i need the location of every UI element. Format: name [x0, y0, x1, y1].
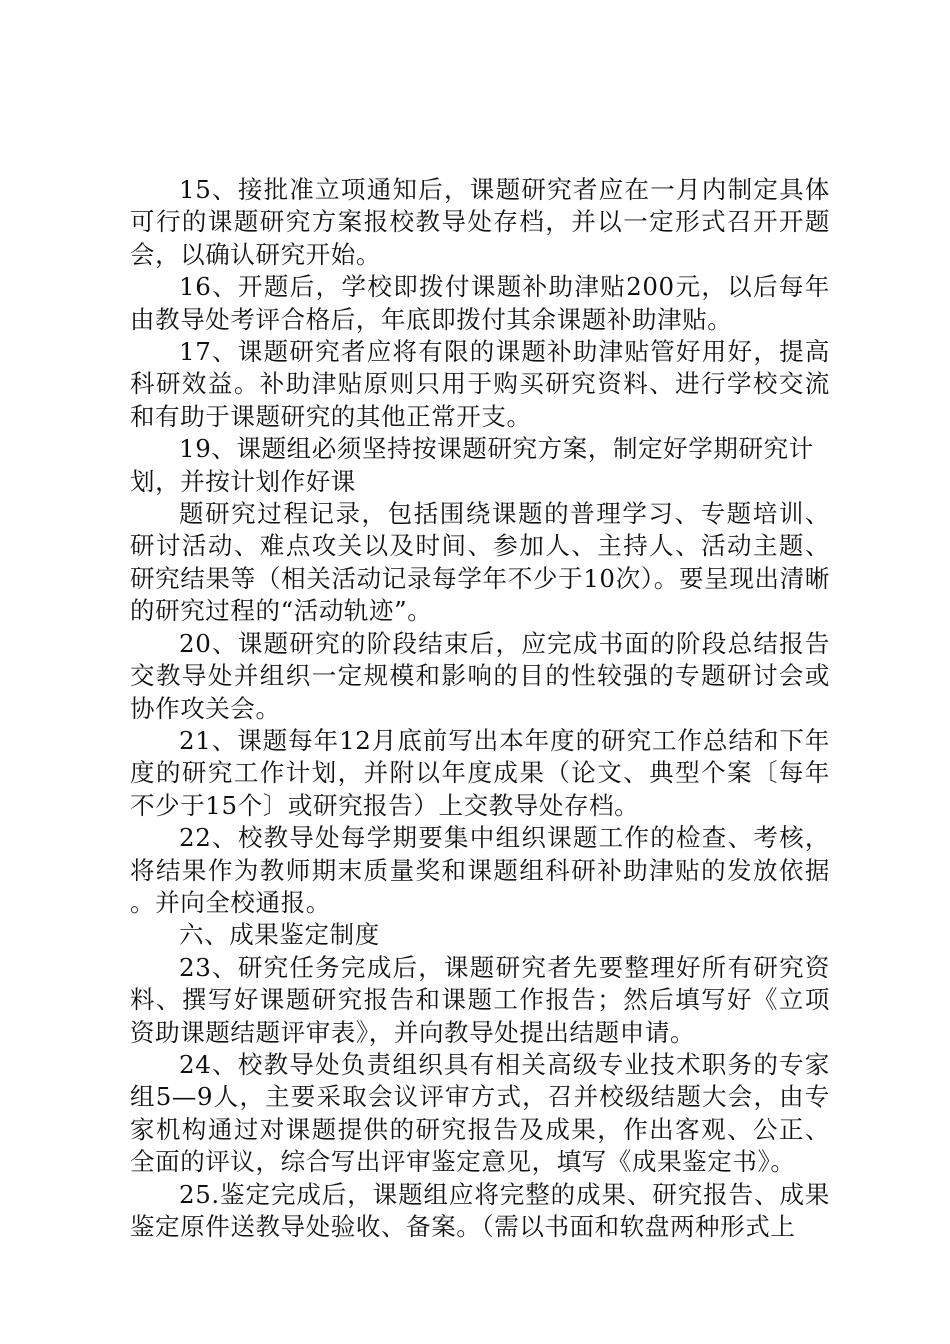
paragraph-20: 20、课题研究的阶段结束后，应完成书面的阶段总结报告交教导处并组织一定规模和影响的目的性较强的专题研讨会或协作攻关会。: [130, 628, 830, 723]
paragraph-22: 22、校教导处每学期要集中组织课题工作的检查、考核，将结果作为教师期末质量奖和课题组科研补助津贴的发放依据。并向全校通报。: [130, 823, 830, 917]
paragraph-15: 15、接批准立项通知后，课题研究者应在一月内制定具体可行的课题研究方案报校教导处存档，并以一定形式召开开题会，以确认研究开始。: [130, 175, 830, 269]
paragraph-23: 23、研究任务完成后，课题研究者先要整理好所有研究资料、撰写好课题研究报告和课题工作报告；然后填写好《立项资助课题结题评审表》，并向教导处提出结题申请。: [130, 952, 830, 1047]
paragraph-25: 25.鉴定完成后，课题组应将完整的成果、研究报告、成果鉴定原件送教导处验收、备案。（需以书面和软盘两种形式上: [130, 1179, 830, 1241]
document-body: [130, 174, 830, 1243]
paragraph-19: 19、课题组必须坚持按课题研究方案，制定好学期研究计划，并按计划作好课: [130, 434, 814, 496]
section-heading-results-appraisal: 六、成果鉴定制度: [179, 920, 380, 950]
paragraph-21: 21、课题每年12月底前写出本年度的研究工作总结和下年度的研究工作计划，并附以年度成果（论文、典型个案〔每年不少于15个〕或研究报告）上交教导处存档。: [130, 725, 830, 820]
paragraph-19-continued: 题研究过程记录，包括围绕课题的普理学习、专题培训、研讨活动、难点攻关以及时间、参加人、主持人、活动主题、研究结果等（相关活动记录每学年不少于10次）。要呈现出清晰的研究过程的“活动轨迹”。: [130, 499, 830, 626]
paragraph-24: 24、校教导处负责组织具有相关高级专业技术职务的专家组5—9人，主要采取会议评审方式，召并校级结题大会，由专家机构通过对课题提供的研究报告及成果，作出客观、公正、全面的评议，综合写出评审鉴定意见，填写《成果鉴定书》。: [130, 1049, 830, 1177]
paragraph-17: 17、课题研究者应将有限的课题补助津贴管好用好，提高科研效益。补助津贴原则只用于购买研究资料、进行学校交流和有助于课题研究的其他正常开支。: [130, 337, 830, 431]
paragraph-16: 16、开题后，学校即拨付课题补助津贴200元，以后每年由教导处考评合格后，年底即拨付其余课题补助津贴。: [130, 272, 830, 334]
